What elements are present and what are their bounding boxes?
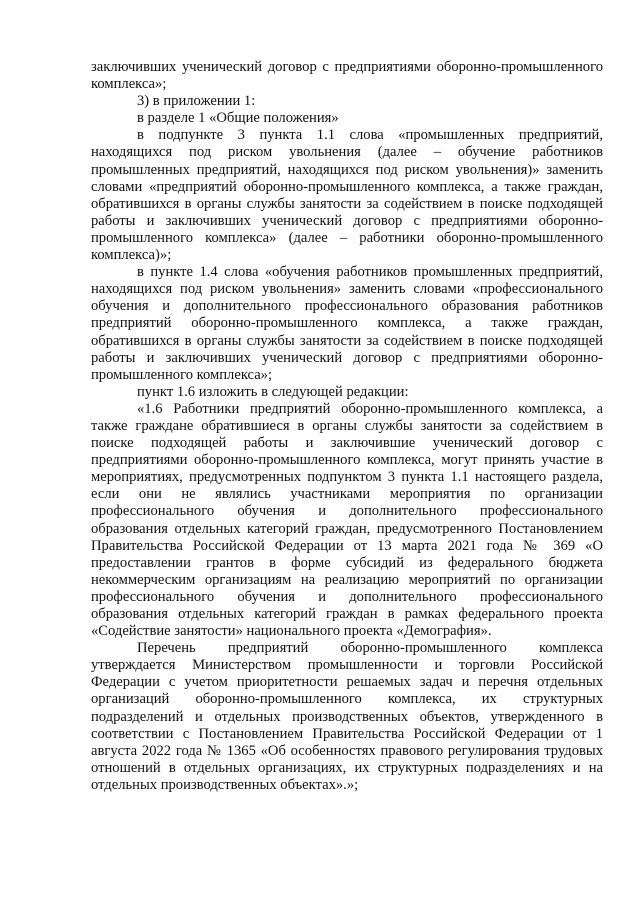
paragraph-6: пункт 1.6 изложить в следующей редакции:	[137, 383, 409, 400]
document-page	[91, 59, 603, 794]
paragraph-8: Перечень предприятий оборонно-промышленного комплекса утверждается Министерством промышленности и торговли Российской Федерации с учетом приоритетности решаемых задач и перечня отдельных организаций оборонно-промышленного комплекса, их структурных подразделений и отдельных производственных объектов, утвержденного в соответствии с Постановлением Правительства Российской Федерации от 1 августа 2022 года № 1365 «Об особенностях правового регулирования трудовых отношений в отдельных организациях, их структурных подразделениях и на отдельных производственных объектах».»;	[91, 640, 603, 793]
paragraph-3: в разделе 1 «Общие положения»	[137, 110, 339, 127]
paragraph-4: в подпункте 3 пункта 1.1 слова «промышленных предприятий, находящихся под риском увольнения (далее – обучение работников промышленных предприятий, находящихся под риском увольнения)» заменить словами «предприятий оборонно-промышленного комплекса, а также граждан, обратившихся в органы службы занятости за содействием в поиске подходящей работы и заключивших ученический договор с предприятиями оборонно-промышленного комплекса» (далее – работники оборонно-промышленного комплекса)»;	[91, 127, 603, 264]
paragraph-1: заключивших ученический договор с предприятиями оборонно-промышленного комплекса»;	[91, 59, 603, 93]
paragraph-5: в пункте 1.4 слова «обучения работников промышленных предприятий, находящихся под риском увольнения» заменить словами «профессионального обучения и дополнительного профессионального образования работников предприятий оборонно-промышленного комплекса, а также граждан, обратившихся в органы службы занятости за содействием в поиске подходящей работы и заключивших ученический договор с предприятиями оборонно-промышленного комплекса»;	[91, 264, 603, 383]
paragraph-7: «1.6 Работники предприятий оборонно-промышленного комплекса, а также граждане обратившиеся в органы службы занятости за содействием в поиске подходящей работы и заключившие ученический договор с предприятиями оборонно-промышленного комплекса, могут принять участие в мероприятиях, предусмотренных подпунктом 3 пункта 1.1 настоящего раздела, если они не являлись участниками мероприятия по организации профессионального обучения и дополнительного профессионального образования отдельных категорий граждан, предусмотренного Постановлением Правительства Российской Федерации от 13 марта 2021 года № 369 «О предоставлении грантов в форме субсидий из федерального бюджета некоммерческим организациям на реализацию мероприятий по организации профессионального обучения и дополнительного профессионального образования отдельных категорий граждан в рамках федерального проекта «Содействие занятости» национального проекта «Демография».	[91, 400, 603, 640]
paragraph-2: 3) в приложении 1:	[137, 93, 256, 110]
